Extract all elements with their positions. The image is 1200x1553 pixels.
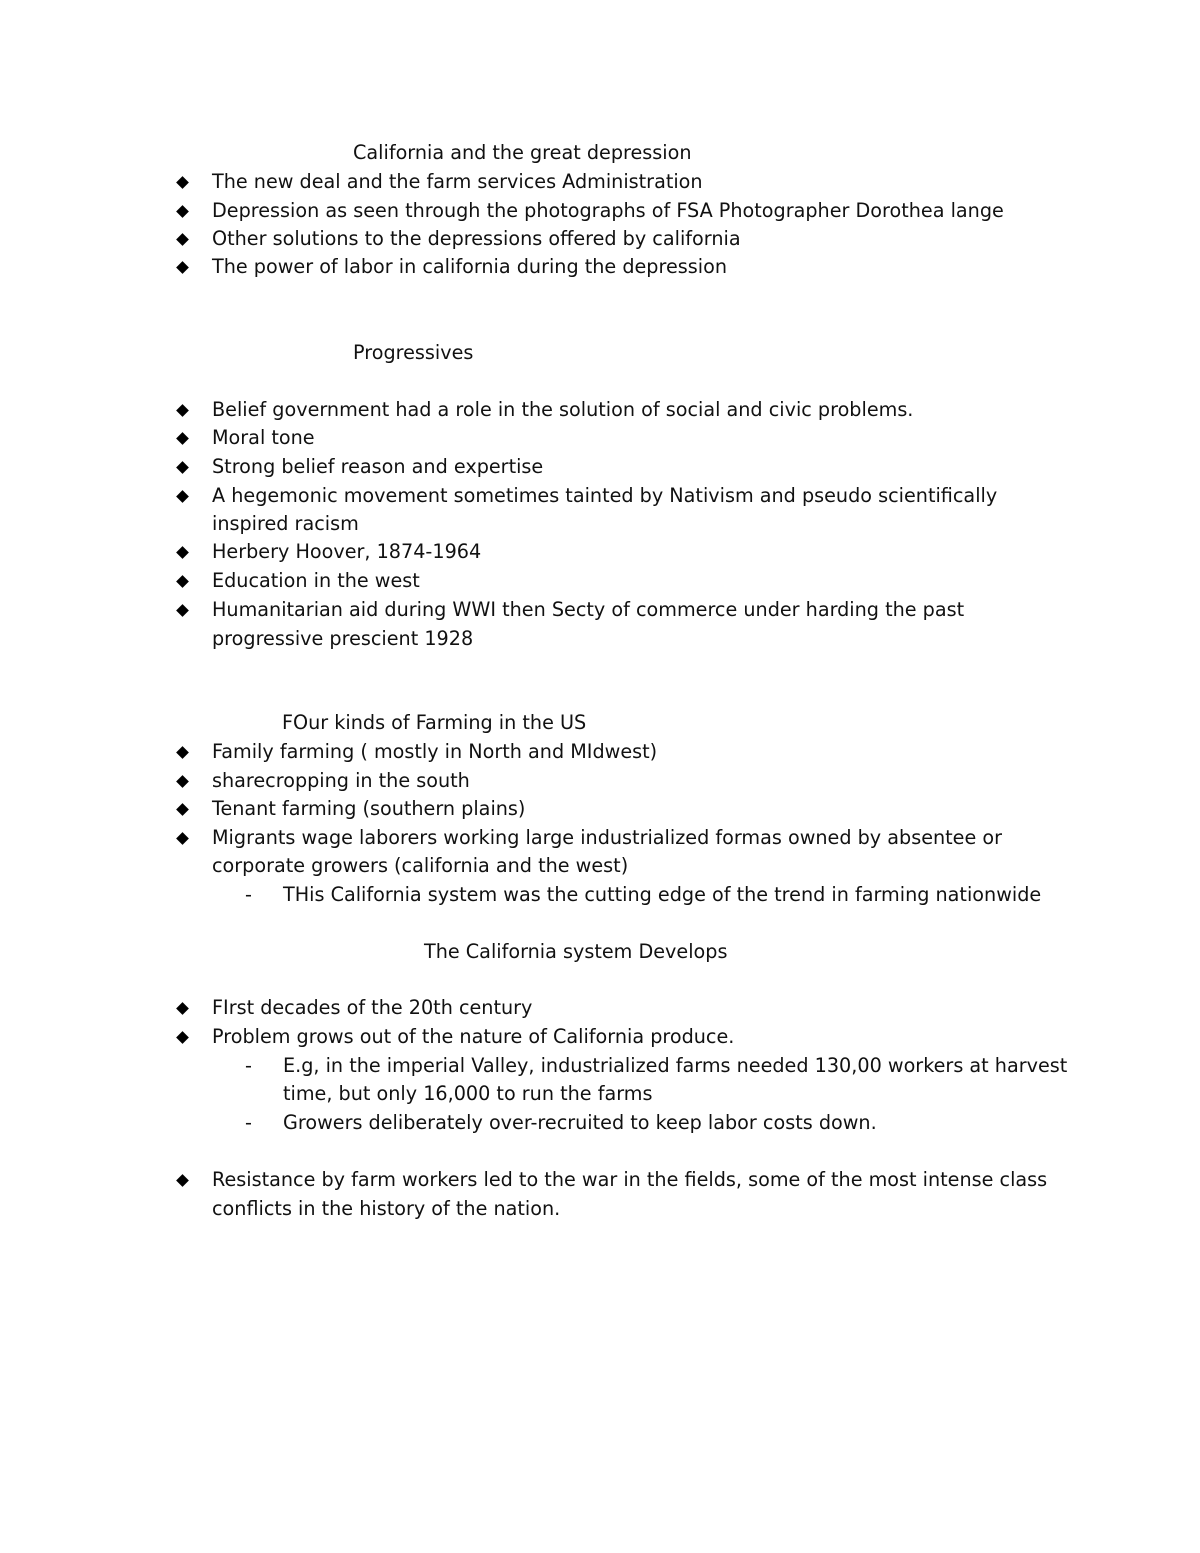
list-item: The power of labor in california during the depression xyxy=(212,255,727,278)
bullet-icon xyxy=(176,1031,189,1044)
list-item: FIrst decades of the 20th century xyxy=(212,996,533,1019)
list-item: Tenant farming (southern plains) xyxy=(212,797,526,820)
bullet-icon xyxy=(176,461,189,474)
list-item: Strong belief reason and expertise xyxy=(212,455,544,478)
bullet-icon xyxy=(176,205,189,218)
bullet-icon xyxy=(176,261,189,274)
section-heading: Progressives xyxy=(353,341,474,364)
list-item-continuation: conflicts in the history of the nation. xyxy=(212,1197,561,1220)
section-heading: California and the great depression xyxy=(353,141,692,164)
bullet-icon xyxy=(176,575,189,588)
bullet-icon xyxy=(176,1174,189,1187)
list-item-continuation: corporate growers (california and the west) xyxy=(212,854,629,877)
dash-marker: - xyxy=(245,1054,252,1077)
list-item: Moral tone xyxy=(212,426,315,449)
list-item: sharecropping in the south xyxy=(212,769,470,792)
bullet-icon xyxy=(176,490,189,503)
bullet-icon xyxy=(176,604,189,617)
bullet-icon xyxy=(176,1002,189,1015)
bullet-icon xyxy=(176,432,189,445)
section-heading: The California system Develops xyxy=(424,940,728,963)
list-item: Other solutions to the depressions offered by california xyxy=(212,227,741,250)
sub-list-item: Growers deliberately over-recruited to keep labor costs down. xyxy=(283,1111,877,1134)
sub-list-item: E.g, in the imperial Valley, industrialized farms needed 130,00 workers at harvest xyxy=(283,1054,1068,1077)
list-item: Resistance by farm workers led to the war in the fields, some of the most intense class xyxy=(212,1168,1048,1191)
dash-marker: - xyxy=(245,883,252,906)
list-item: Depression as seen through the photographs of FSA Photographer Dorothea lange xyxy=(212,199,1004,222)
bullet-icon xyxy=(176,832,189,845)
sub-list-item: THis California system was the cutting edge of the trend in farming nationwide xyxy=(283,883,1042,906)
bullet-icon xyxy=(176,546,189,559)
bullet-icon xyxy=(176,746,189,759)
bullet-icon xyxy=(176,803,189,816)
bullet-icon xyxy=(176,233,189,246)
list-item: Problem grows out of the nature of California produce. xyxy=(212,1025,735,1048)
list-item: Humanitarian aid during WWI then Secty of commerce under harding the past xyxy=(212,598,965,621)
list-item-continuation: inspired racism xyxy=(212,512,359,535)
dash-marker: - xyxy=(245,1111,252,1134)
list-item: Education in the west xyxy=(212,569,420,592)
list-item: Belief government had a role in the solution of social and civic problems. xyxy=(212,398,914,421)
list-item: Family farming ( mostly in North and MIdwest) xyxy=(212,740,658,763)
list-item: Migrants wage laborers working large industrialized formas owned by absentee or xyxy=(212,826,1003,849)
sub-list-item-continuation: time, but only 16,000 to run the farms xyxy=(283,1082,653,1105)
section-heading: FOur kinds of Farming in the US xyxy=(282,711,587,734)
list-item: A hegemonic movement sometimes tainted by Nativism and pseudo scientifically xyxy=(212,484,998,507)
list-item: The new deal and the farm services Administration xyxy=(212,170,703,193)
bullet-icon xyxy=(176,404,189,417)
list-item: Herbery Hoover, 1874-1964 xyxy=(212,540,482,563)
bullet-icon xyxy=(176,775,189,788)
list-item-continuation: progressive prescient 1928 xyxy=(212,627,474,650)
bullet-icon xyxy=(176,176,189,189)
